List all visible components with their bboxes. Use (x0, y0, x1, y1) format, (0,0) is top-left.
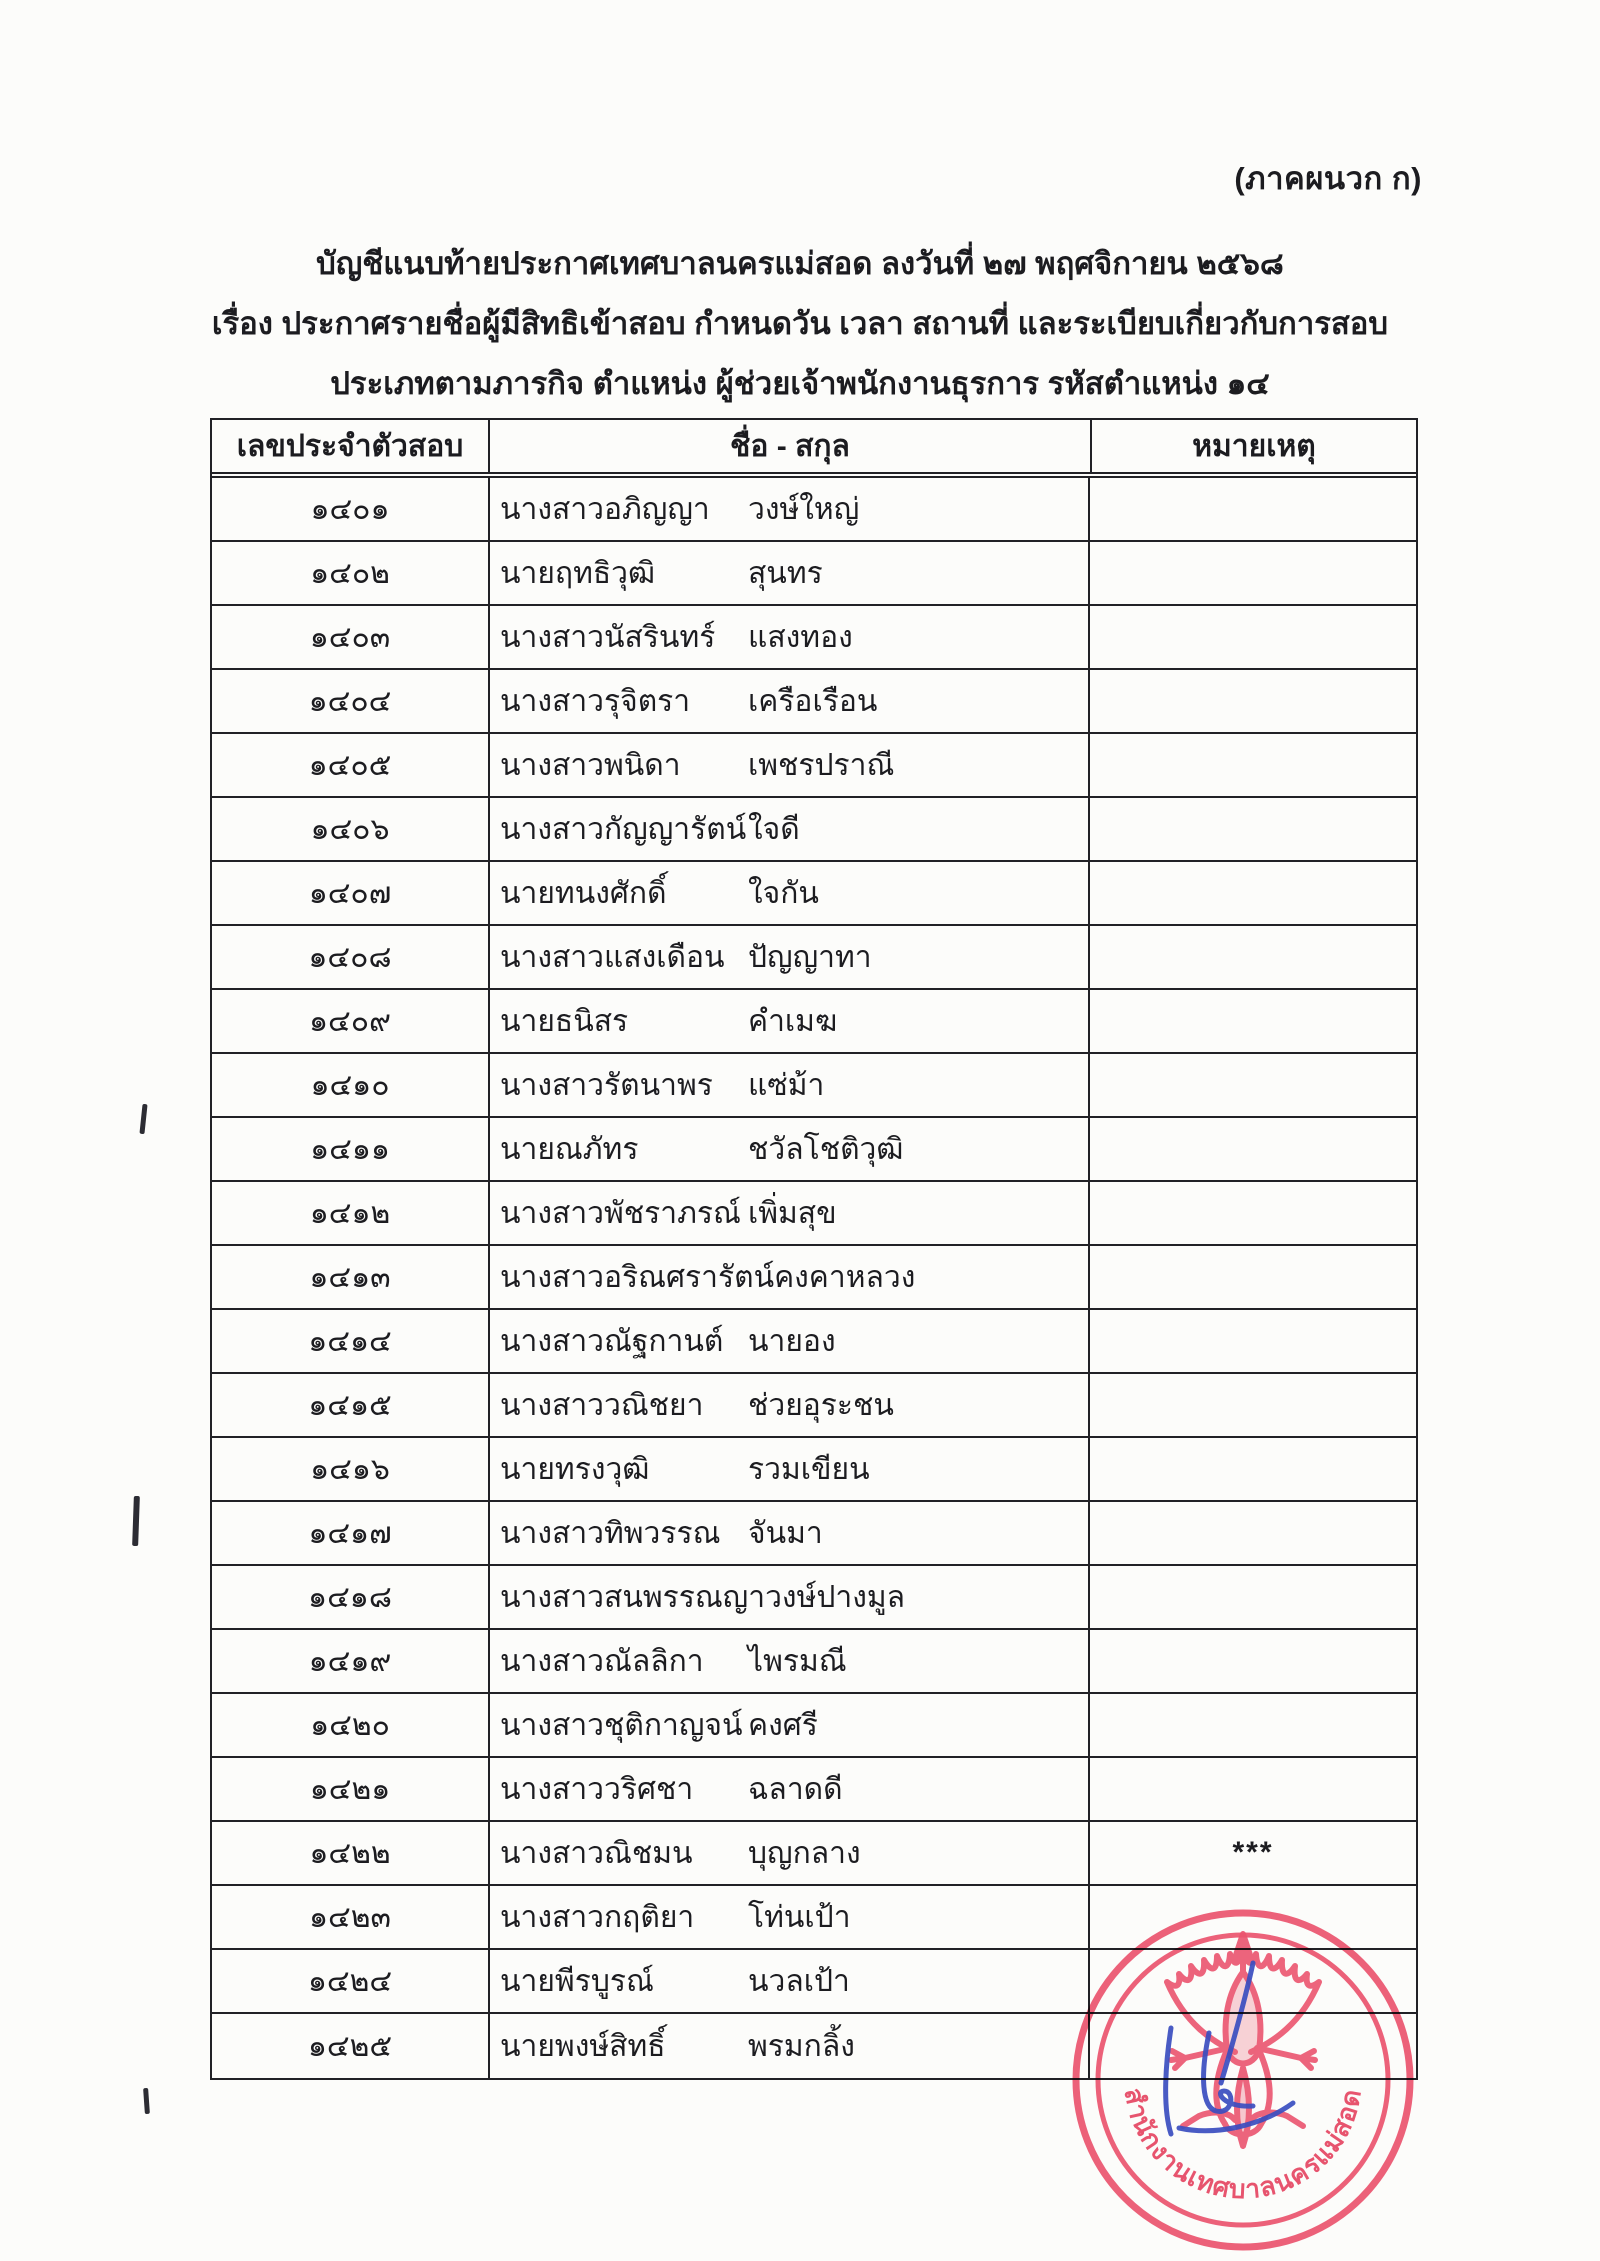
last-name: รวมเขียน (748, 1452, 870, 1486)
title-line-1: บัญชีแนบท้ายประกาศเทศบาลนครแม่สอด ลงวันที่ ๒๗ พฤศจิกายน ๒๕๖๘ (316, 246, 1284, 281)
table-row (212, 990, 1416, 1054)
first-name: นางสาววณิชยา (500, 1388, 704, 1422)
last-name: แสงทอง (748, 620, 853, 654)
name-cell (488, 1694, 1090, 1756)
remark-cell (1090, 1118, 1416, 1180)
last-name: คงคาหลวง (774, 1260, 916, 1294)
name-cell (488, 1566, 1090, 1628)
header-remark: หมายเหตุ (1090, 420, 1416, 472)
first-name: นายทรงวุฒิ (500, 1452, 650, 1486)
document-title (0, 234, 1600, 414)
remark-cell (1090, 670, 1416, 732)
last-name: จันมา (748, 1516, 823, 1550)
last-name: ปัญญาทา (748, 940, 872, 974)
remark-cell (1090, 1310, 1416, 1372)
first-name: นางสาวพัชราภรณ์ (500, 1196, 741, 1230)
name-cell (488, 1502, 1090, 1564)
exam-id-cell: ๑๔๒๔ (307, 1964, 393, 1998)
table-row (212, 1054, 1416, 1118)
first-name: นายธนิสร (500, 1004, 629, 1038)
table-row (212, 1502, 1416, 1566)
remark-cell (1090, 1502, 1416, 1564)
remark-cell (1090, 542, 1416, 604)
last-name: บุญกลาง (748, 1836, 861, 1870)
remark-cell (1090, 1694, 1416, 1756)
remark-cell (1090, 1374, 1416, 1436)
header-exam-id: เลขประจำตัวสอบ (236, 429, 464, 463)
last-name: ใจกัน (748, 876, 819, 910)
title-line-2: เรื่อง ประกาศรายชื่อผู้มีสิทธิเข้าสอบ กำหนดวัน เวลา สถานที่ และระเบียบเกี่ยวกับการสอบ (211, 306, 1389, 341)
remark-cell (1090, 478, 1416, 540)
first-name: นางสาวณัฐกานต์ (500, 1324, 724, 1358)
last-name: ใจดี (748, 812, 800, 846)
remark-cell (1090, 1438, 1416, 1500)
exam-id-cell: ๑๔๐๑ (310, 492, 390, 526)
stamp-text: สำนักงานเทศบาลนครแม่สอด (1118, 2085, 1367, 2205)
name-cell (488, 926, 1090, 988)
first-name: นางสาวณิชมน (500, 1836, 693, 1870)
table-body (212, 478, 1416, 2078)
last-name: คำเมฆ (748, 1004, 838, 1038)
name-cell (488, 1758, 1090, 1820)
name-cell (488, 1630, 1090, 1692)
applicants-table (210, 418, 1418, 2080)
last-name: เครือเรือน (748, 684, 878, 718)
remark-cell (1090, 798, 1416, 860)
remark-cell (1090, 926, 1416, 988)
last-name: ชวัลโชติวุฒิ (748, 1132, 904, 1166)
remark-cell (1090, 1054, 1416, 1116)
first-name: นางสาวทิพวรรณ (500, 1516, 721, 1550)
exam-id-cell: ๑๔๑๒ (309, 1196, 391, 1230)
scan-artifact (139, 1104, 147, 1134)
name-cell (488, 990, 1090, 1052)
name-cell (488, 1950, 1090, 2012)
table-row (212, 606, 1416, 670)
table-row (212, 670, 1416, 734)
exam-id-cell: ๑๔๑๓ (309, 1260, 391, 1294)
appendix-label: (ภาคผนวก ก) (1234, 161, 1422, 196)
exam-id-cell: ๑๔๒๒ (309, 1836, 391, 1870)
last-name: พรมกลิ้ง (748, 2029, 855, 2063)
exam-id-cell: ๑๔๑๑ (310, 1132, 390, 1166)
name-cell (488, 1118, 1090, 1180)
first-name: นางสาวแสงเดือน (500, 940, 725, 974)
remark-cell (1090, 734, 1416, 796)
first-name: นางสาวสนพรรณญา (500, 1580, 766, 1614)
exam-id-cell: ๑๔๐๓ (309, 620, 391, 654)
first-name: นางสาวกัญญารัตน์ (500, 812, 747, 846)
table-row (212, 1630, 1416, 1694)
exam-id-cell: ๑๔๑๙ (308, 1644, 392, 1678)
exam-id-cell: ๑๔๑๘ (308, 1580, 392, 1614)
exam-id-cell: ๑๔๐๒ (310, 556, 390, 590)
exam-id-cell: ๑๔๑๕ (308, 1388, 392, 1422)
exam-id-cell: ๑๔๑๔ (308, 1324, 392, 1358)
name-cell (488, 862, 1090, 924)
table-row (212, 926, 1416, 990)
last-name: คงศรี (748, 1708, 818, 1742)
remark-cell (1090, 1566, 1416, 1628)
exam-id-cell: ๑๔๐๗ (308, 876, 392, 910)
exam-id-cell: ๑๔๑๐ (310, 1068, 390, 1102)
table-row (212, 1182, 1416, 1246)
signature (1166, 1963, 1293, 2134)
name-cell (488, 1886, 1090, 1948)
title-line-3: ประเภทตามภารกิจ ตำแหน่ง ผู้ช่วยเจ้าพนักงานธุรการ รหัสตำแหน่ง ๑๔ (330, 366, 1270, 401)
remark-cell (1090, 1630, 1416, 1692)
last-name: วงษ์ปางมูล (765, 1580, 906, 1614)
name-cell (488, 798, 1090, 860)
first-name: นายพีรบูรณ์ (500, 1964, 654, 1998)
last-name: ฉลาดดี (748, 1772, 843, 1806)
name-cell (488, 1374, 1090, 1436)
table-row (212, 862, 1416, 926)
table-row (212, 1822, 1416, 1886)
name-cell (488, 542, 1090, 604)
last-name: นวลเป้า (748, 1964, 850, 1998)
first-name: นายพงษ์สิทธิ์ (500, 2029, 666, 2063)
exam-id-cell: ๑๔๐๘ (308, 940, 392, 974)
remark-cell (1090, 1758, 1416, 1820)
last-name: เพิ่มสุข (748, 1196, 837, 1230)
exam-id-cell: ๑๔๒๑ (309, 1772, 391, 1806)
remark-cell (1090, 1182, 1416, 1244)
table-row (212, 542, 1416, 606)
last-name: ช่วยอุระชน (748, 1388, 894, 1422)
exam-id-cell: ๑๔๐๔ (308, 684, 392, 718)
first-name: นางสาวณัลลิกา (500, 1644, 704, 1678)
name-cell (488, 478, 1090, 540)
last-name: โท่นเป้า (748, 1900, 851, 1934)
exam-id-cell: ๑๔๐๕ (308, 748, 392, 782)
remark-cell (1090, 1246, 1416, 1308)
table-row (212, 1374, 1416, 1438)
scan-artifact (143, 2088, 150, 2114)
exam-id-cell: ๑๔๒๓ (308, 1900, 392, 1934)
last-name: วงษ์ใหญ่ (748, 492, 860, 526)
name-cell (488, 734, 1090, 796)
exam-id-cell: ๑๔๐๙ (308, 1004, 392, 1038)
name-cell (488, 1438, 1090, 1500)
first-name: นางสาวอภิญญา (500, 492, 710, 526)
remark-cell (1090, 990, 1416, 1052)
table-row (212, 1246, 1416, 1310)
first-name: นางสาวรุจิตรา (500, 684, 691, 718)
exam-id-cell: ๑๔๒๕ (307, 2029, 393, 2063)
first-name: นางสาวพนิดา (500, 748, 681, 782)
table-row (212, 1566, 1416, 1630)
first-name: นางสาวนัสรินทร์ (500, 620, 716, 654)
exam-id-cell: ๑๔๐๖ (310, 812, 390, 846)
name-cell (488, 1310, 1090, 1372)
table-row (212, 798, 1416, 862)
exam-id-cell: ๑๔๑๖ (310, 1452, 390, 1486)
name-cell (488, 1054, 1090, 1116)
exam-id-cell: ๑๔๒๐ (310, 1708, 390, 1742)
table-row (212, 734, 1416, 798)
first-name: นายทนงศักดิ์ (500, 876, 667, 910)
first-name: นางสาวรัตนาพร (500, 1068, 713, 1102)
first-name: นายฤทธิวุฒิ (500, 556, 656, 590)
first-name: นายณภัทร (500, 1132, 639, 1166)
remark-cell: *** (1232, 1836, 1274, 1869)
first-name: นางสาววริศชา (500, 1772, 694, 1806)
last-name: นายอง (748, 1324, 836, 1358)
name-cell (488, 1246, 1090, 1308)
first-name: นางสาวกฤติยา (500, 1900, 695, 1934)
table-row (212, 1438, 1416, 1502)
last-name: สุนทร (748, 556, 823, 590)
name-cell (488, 606, 1090, 668)
last-name: ไพรมณี (748, 1644, 847, 1678)
name-cell (488, 670, 1090, 732)
table-row (212, 1118, 1416, 1182)
name-cell (488, 1822, 1090, 1884)
scan-artifact (132, 1496, 140, 1546)
table-row (212, 1310, 1416, 1374)
last-name: แซ่ม้า (748, 1068, 825, 1102)
remark-cell (1090, 606, 1416, 668)
remark-cell (1090, 862, 1416, 924)
first-name: นางสาวชุติกาญจน์ (500, 1708, 743, 1742)
header-name: ชื่อ - สกุล (488, 420, 1090, 472)
exam-id-cell: ๑๔๑๗ (308, 1516, 392, 1550)
name-cell (488, 1182, 1090, 1244)
first-name: นางสาวอริณศรารัตน์ (500, 1260, 775, 1294)
official-stamp (1063, 1900, 1423, 2260)
table-header-row (212, 420, 1416, 478)
table-row (212, 1694, 1416, 1758)
name-cell (488, 2014, 1090, 2078)
last-name: เพชรปราณี (748, 748, 895, 782)
table-row (212, 478, 1416, 542)
table-row (212, 1758, 1416, 1822)
garuda-icon (1167, 1934, 1319, 2146)
